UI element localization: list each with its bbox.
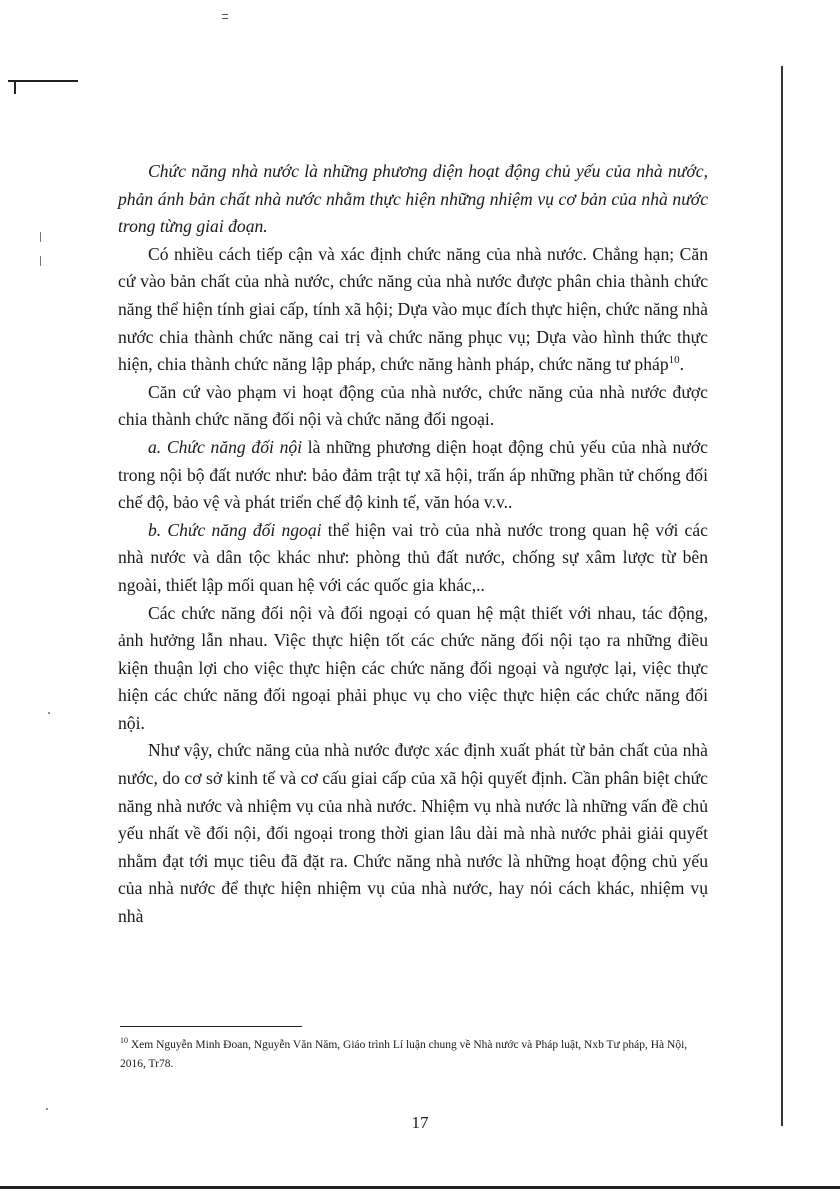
external-function-paragraph — [118, 517, 708, 600]
scan-right-border — [781, 66, 783, 1126]
external-function-text: thể hiện vai trò của nhà nước trong quan hệ với các nhà nước và dân tộc khác như: phòng thủ đất nước, chống sự xâm lược từ bên ngoài, thiết lập mối quan hệ với các quốc gia khác,.. — [118, 519, 708, 595]
relationship-paragraph: Các chức năng đối nội và đối ngoại có quan hệ mật thiết với nhau, tác động, ảnh hưởng lẫn nhau. Việc thực hiện tốt các chức năng đối nội tạo ra những điều kiện thuận lợi cho việc thực hiện các chức năng đối ngoại và ngược lại, việc thực hiện các chức năng đối ngoại phải phục vụ cho việc thực hiện các chức năng đối nội. — [118, 602, 708, 733]
scan-left-tick — [40, 256, 41, 266]
internal-function-paragraph — [118, 434, 708, 517]
internal-function-term: a. Chức năng đối nội — [148, 436, 303, 457]
scope-paragraph: Căn cứ vào phạm vi hoạt động của nhà nước, chức năng của nhà nước được chia thành chức năng đối nội và chức năng đối ngoại. — [118, 381, 708, 430]
scan-left-tick — [40, 232, 41, 242]
approaches-text: Có nhiều cách tiếp cận và xác định chức năng của nhà nước. Chẳng hạn; Căn cứ vào bản chất của nhà nước, chức năng của nhà nước được phân chia thành chức năng thể hiện tính giai cấp, tính xã hội; Dựa vào mục đích thực hiện, chức năng nhà nước chia thành chức năng cai trị và chức năng phục vụ; Dựa vào hình thức thực hiện, chia thành chức năng lập pháp, chức năng hành pháp, chức năng tư pháp — [118, 243, 708, 375]
conclusion-paragraph: Như vậy, chức năng của nhà nước được xác định xuất phát từ bản chất của nhà nước, do cơ sở kinh tế và cơ cấu giai cấp của xã hội quyết định. Cần phân biệt chức năng nhà nước và nhiệm vụ của nhà nước. Nhiệm vụ nhà nước là những vấn đề chủ yếu nhất về đối nội, đối ngoại trong thời gian lâu dài mà nhà nước phải giải quyết nhằm đạt tới mục tiêu đã đặt ra. Chức năng nhà nước là những hoạt động chủ yếu của nhà nước để thực hiện nhiệm vụ của nhà nước, hay nói cách khác, nhiệm vụ nhà — [118, 740, 708, 927]
scan-speck — [46, 1108, 48, 1110]
scan-corner-mark — [8, 80, 78, 94]
scan-speck — [48, 712, 50, 714]
page-number: 17 — [411, 1113, 429, 1132]
scan-artifact-top — [222, 14, 228, 19]
external-function-term: b. Chức năng đối ngoại — [148, 519, 322, 540]
footnote-ref[interactable]: 10 — [668, 354, 680, 367]
approaches-end: . — [679, 354, 685, 375]
footnote-number: 10 — [120, 1036, 128, 1046]
approaches-paragraph — [118, 241, 708, 379]
internal-function-text: là những phương diện hoạt động chủ yếu của nhà nước trong nội bộ đất nước như: bảo đảm trật tự xã hội, trấn áp những phần tử chống đối chế độ, bảo vệ và phát triển chế độ kinh tế, văn hóa v.v.. — [118, 436, 708, 513]
scan-bottom-edge — [0, 1186, 840, 1189]
document-body — [118, 158, 708, 931]
definition-paragraph: Chức năng nhà nước là những phương diện hoạt động chủ yếu của nhà nước, phản ánh bản chất nhà nước nhằm thực hiện những nhiệm vụ cơ bản của nhà nước trong từng giai đoạn. — [118, 161, 708, 237]
footnote-text: Xem Nguyễn Minh Đoan, Nguyễn Văn Năm, Giáo trình Lí luận chung về Nhà nước và Pháp luật, Nxb Tư pháp, Hà Nội, 2016, Tr78. — [120, 1039, 688, 1070]
footnote — [120, 1036, 712, 1074]
footnote-divider — [120, 1026, 302, 1027]
